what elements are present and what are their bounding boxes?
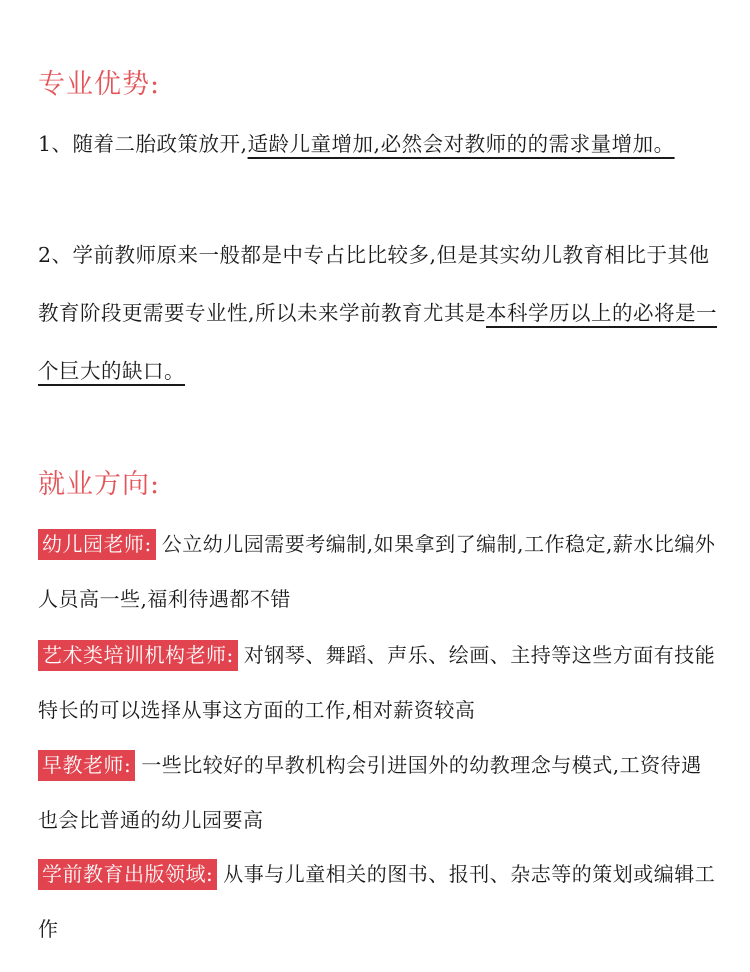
employment-item [38,738,718,848]
employment-item-text: 一些比较好的早教机构会引进国外的幼教理念与模式,工资待遇也会比普通的幼儿园要高 [38,753,702,832]
employment-item-text: 对钢琴、舞蹈、声乐、绘画、主持等这些方面有技能特长的可以选择从事这方面的工作,相对薪资较高 [38,643,716,722]
employment-heading: 就业方向: [38,469,161,500]
employment-tag: 艺术类培训机构老师: [38,640,238,671]
employment-tag: 幼儿园老师: [38,529,156,560]
employment-item [38,628,718,738]
advantages-paragraph-2 [38,226,718,400]
paragraph-1-text: 1、随着二胎政策放开, [38,132,248,156]
employment-item [38,847,718,957]
paragraph-2-text: 2、学前教师原来一般都是中专占比比较多,但是其实幼儿教育相比于其他教育阶段更需要专业性,所以未来学前教育尤其是 [38,243,710,325]
advantages-paragraph-1 [38,114,718,174]
employment-tag: 学前教育出版领域: [38,859,217,890]
employment-item [38,517,718,627]
paragraph-2-underlined-text: 本科学历以上的必将是一个巨大的缺口。 [38,301,718,383]
employment-tag: 早教老师: [38,750,135,781]
paragraph-1-underlined-text: 适龄儿童增加,必然会对教师的的需求量增加。 [247,132,675,156]
advantages-heading: 专业优势: [38,69,161,100]
employment-item-text: 公立幼儿园需要考编制,如果拿到了编制,工作稳定,薪水比编外人员高一些,福利待遇都不错 [38,532,716,611]
employment-item-text: 从事与儿童相关的图书、报刊、杂志等的策划或编辑工作 [38,862,716,941]
